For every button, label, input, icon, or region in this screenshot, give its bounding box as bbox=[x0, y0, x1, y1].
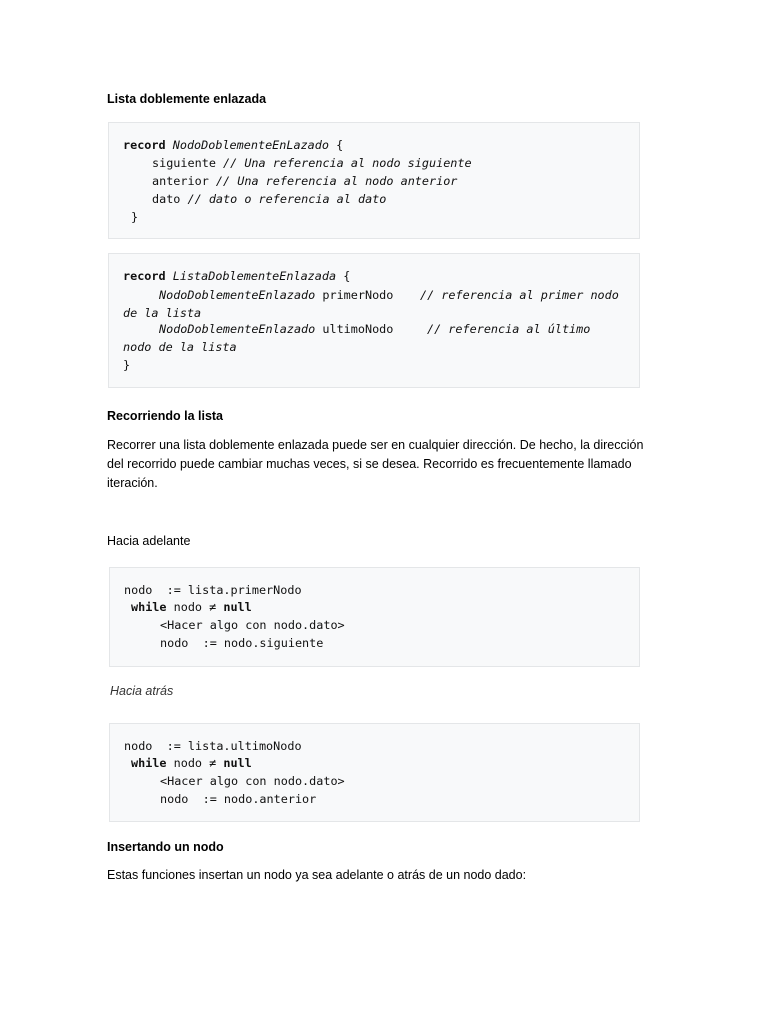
code-line: <Hacer algo con nodo.dato> bbox=[160, 618, 345, 632]
code-line: <Hacer algo con nodo.dato> bbox=[160, 774, 345, 788]
code-comment: nodo de la lista bbox=[123, 340, 237, 354]
code-block-forward-traversal bbox=[109, 567, 640, 667]
code-field: anterior bbox=[152, 174, 209, 188]
code-block-lista-record bbox=[108, 253, 640, 388]
code-keyword: record bbox=[123, 138, 166, 152]
code-line: nodo := nodo.anterior bbox=[160, 792, 317, 806]
section-title-recorriendo-la-lista: Recorriendo la lista bbox=[107, 409, 224, 423]
section-title-lista-doblemente-enlazada: Lista doblemente enlazada bbox=[107, 92, 267, 106]
code-line bbox=[123, 267, 350, 285]
code-type-name: ListaDoblementeEnlazada bbox=[172, 269, 337, 283]
paragraph-recorrido: Recorrer una lista doblemente enlazada puede ser en cualquier dirección. De hecho, la dirección del recorrido puede cambiar muchas veces, si se desea. Recorrido es frecuentemente llamado iteración. bbox=[107, 438, 644, 490]
code-block-backward-traversal bbox=[109, 723, 640, 822]
paragraph-insertar: Estas funciones insertan un nodo ya sea adelante o atrás de un nodo dado: bbox=[107, 868, 527, 882]
code-comment: // Una referencia al nodo anterior bbox=[208, 174, 458, 188]
code-type-name: NodoDoblementeEnLazado bbox=[172, 138, 329, 152]
code-comment: // referencia al primer nodo bbox=[420, 288, 619, 302]
code-brace: { bbox=[329, 138, 344, 152]
code-line: nodo := lista.ultimoNodo bbox=[124, 739, 302, 753]
code-variable: primerNodo bbox=[315, 288, 394, 302]
code-brace: { bbox=[336, 269, 351, 283]
code-expression: nodo ≠ bbox=[166, 600, 224, 614]
code-type-name: NodoDoblementeEnlazado bbox=[159, 288, 316, 302]
code-type-name: NodoDoblementeEnlazado bbox=[159, 322, 316, 336]
code-comment: de la lista bbox=[123, 306, 202, 320]
code-keyword: null bbox=[223, 756, 252, 770]
code-line bbox=[131, 598, 252, 616]
code-keyword: while bbox=[131, 756, 167, 770]
code-comment: // referencia al último bbox=[427, 322, 591, 336]
code-line: } bbox=[131, 210, 139, 224]
code-line bbox=[131, 754, 252, 772]
code-comment: // Una referencia al nodo siguiente bbox=[215, 156, 472, 170]
code-variable: ultimoNodo bbox=[315, 322, 394, 336]
code-comment: // dato o referencia al dato bbox=[180, 192, 387, 206]
code-line: nodo := nodo.siguiente bbox=[160, 636, 324, 650]
code-expression: nodo ≠ bbox=[166, 756, 224, 770]
code-line: nodo := lista.primerNodo bbox=[124, 583, 302, 597]
code-line bbox=[159, 320, 393, 338]
label-hacia-atras: Hacia atrás bbox=[110, 684, 174, 698]
code-field: dato bbox=[152, 192, 181, 206]
code-line: } bbox=[123, 358, 131, 372]
code-line bbox=[152, 190, 386, 208]
code-line bbox=[159, 286, 393, 304]
code-line bbox=[152, 172, 457, 190]
code-keyword: null bbox=[223, 600, 252, 614]
code-field: siguiente bbox=[152, 156, 216, 170]
code-line bbox=[152, 154, 472, 172]
code-keyword: while bbox=[131, 600, 167, 614]
code-block-nodo-record bbox=[108, 122, 640, 239]
code-line bbox=[123, 136, 343, 154]
code-keyword: record bbox=[123, 269, 166, 283]
label-hacia-adelante: Hacia adelante bbox=[107, 534, 191, 548]
section-title-insertando-un-nodo: Insertando un nodo bbox=[107, 840, 224, 854]
